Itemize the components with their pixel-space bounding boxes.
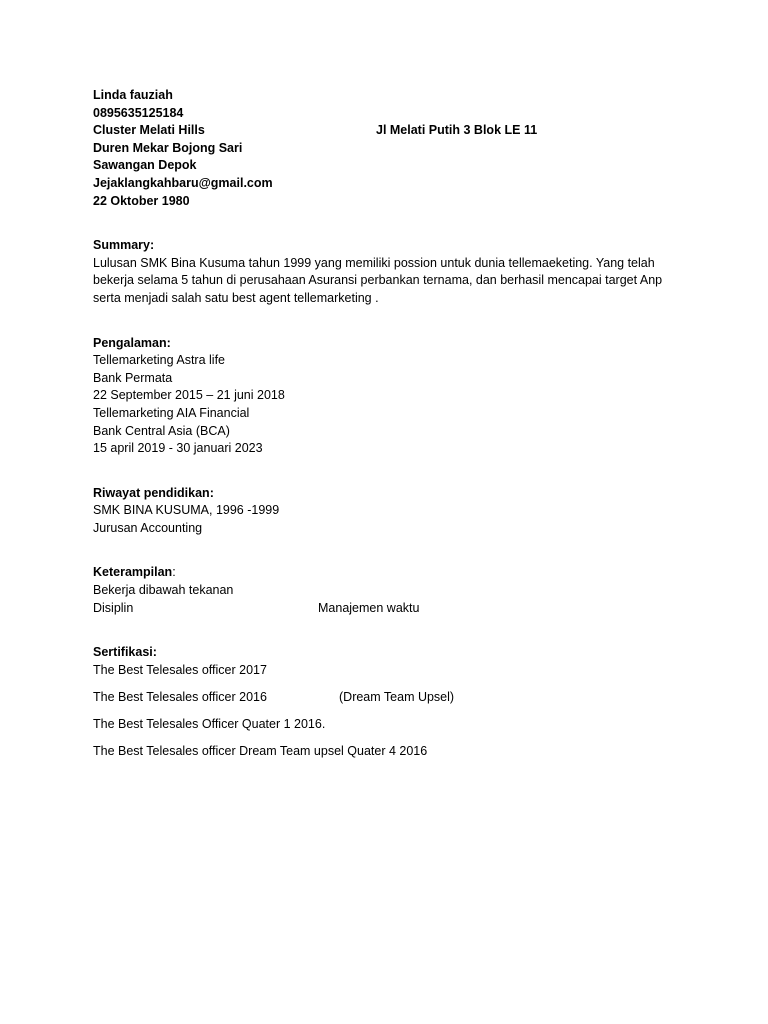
- experience-heading: Pengalaman:: [93, 335, 171, 350]
- education-section: [93, 485, 693, 538]
- certification-row: [93, 689, 693, 707]
- contact-email: Jejaklangkahbaru@gmail.com: [93, 175, 273, 190]
- experience-item: 22 September 2015 – 21 juni 2018: [93, 388, 285, 403]
- skill-item: Manajemen waktu: [318, 600, 420, 615]
- certification-item: The Best Telesales Officer Quater 1 2016.: [93, 717, 326, 732]
- contact-name: Linda fauziah: [93, 88, 173, 102]
- skills-heading: Keterampilan: [93, 565, 173, 580]
- certification-item: The Best Telesales officer 2016: [93, 689, 267, 704]
- certification-note: (Dream Team Upsel): [339, 689, 455, 704]
- experience-item: Bank Permata: [93, 370, 173, 385]
- summary-section: [93, 237, 693, 307]
- certification-item: The Best Telesales officer Dream Team upsel Quater 4 2016: [93, 744, 428, 759]
- education-item: SMK BINA KUSUMA, 1996 -1999: [93, 503, 280, 518]
- summary-text: Lulusan SMK Bina Kusuma tahun 1999 yang memiliki possion untuk dunia tellemaeketing. Yang telah bekerja selama 5 tahun di perusahaan Asuransi perbankan ternama, dan berhasil mencapai target Anp serta menjadi salah satu best agent tellemarketing .: [93, 255, 663, 305]
- education-item: Jurusan Accounting: [93, 520, 203, 535]
- resume-document: [93, 87, 693, 770]
- certifications-section: [93, 644, 693, 760]
- experience-item: 15 april 2019 - 30 januari 2023: [93, 441, 263, 456]
- skills-heading-row: [93, 564, 693, 582]
- contact-address-line2: Duren Mekar Bojong Sari: [93, 140, 243, 155]
- skill-item: Disiplin: [93, 600, 134, 615]
- skill-item: Bekerja dibawah tekanan: [93, 583, 234, 598]
- skills-row: [93, 600, 693, 618]
- contact-address-alt: Jl Melati Putih 3 Blok LE 11: [376, 123, 538, 138]
- experience-section: [93, 335, 693, 458]
- contact-address-line3: Sawangan Depok: [93, 158, 197, 173]
- skills-heading-colon: :: [172, 565, 176, 580]
- education-heading: Riwayat pendidikan:: [93, 485, 214, 500]
- contact-phone: 0895635125184: [93, 105, 184, 120]
- contact-birth-date: 22 Oktober 1980: [93, 193, 190, 208]
- experience-item: Bank Central Asia (BCA): [93, 423, 230, 438]
- contact-block: [93, 87, 693, 210]
- contact-address-row: [93, 122, 693, 140]
- certification-item: The Best Telesales officer 2017: [93, 662, 267, 677]
- contact-address-line1: Cluster Melati Hills: [93, 123, 205, 138]
- experience-item: Tellemarketing AIA Financial: [93, 405, 250, 420]
- experience-item: Tellemarketing Astra life: [93, 353, 226, 368]
- certifications-heading: Sertifikasi:: [93, 645, 157, 660]
- skills-section: [93, 564, 693, 617]
- summary-heading: Summary:: [93, 238, 155, 253]
